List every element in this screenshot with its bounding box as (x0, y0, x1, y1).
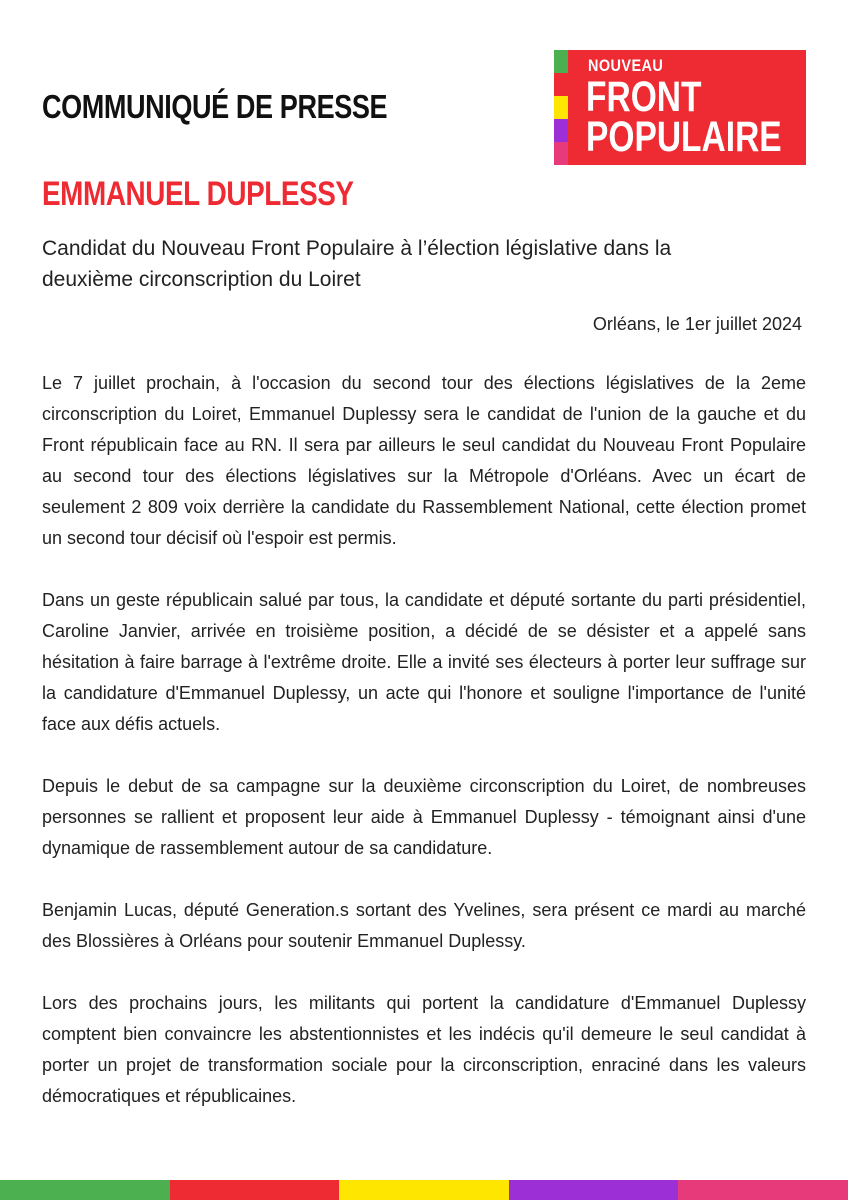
candidate-subtitle: Candidat du Nouveau Front Populaire à l’élection législative dans la deuxième circonscription du Loiret (42, 237, 672, 291)
logo-line-1: NOUVEAU (588, 56, 664, 75)
press-release-body (42, 368, 806, 1143)
bottom-bar-segment (509, 1180, 679, 1200)
paragraph: Benjamin Lucas, député Generation.s sortant des Yvelines, sera présent ce mardi au marché des Blossières à Orléans pour soutenir Emmanuel Duplessy. (42, 900, 806, 951)
date-line: Orléans, le 1er juillet 2024 (592, 314, 802, 334)
bottom-bar-segment (170, 1180, 340, 1200)
logo-line-3: POPULAIRE (586, 113, 782, 161)
bottom-bar-segment (339, 1180, 509, 1200)
nfp-logo (554, 50, 806, 165)
bottom-bar-segment (0, 1180, 170, 1200)
logo-line-2: FRONT (586, 73, 702, 121)
paragraph: Le 7 juillet prochain, à l'occasion du second tour des élections législatives de la 2eme circonscription du Loiret, Emmanuel Duplessy sera le candidat de l'union de la gauche et du Front républicain face au RN. Il sera par ailleurs le seul candidat du Nouveau Front Populaire au second tour des élections législatives sur la Métropole d'Orléans. Avec un écart de seulement 2 809 voix derrière la candidate du Rassemblement National, cette élection promet un second tour décisif où l'espoir est permis. (42, 373, 806, 548)
bottom-color-bar (0, 1180, 848, 1200)
bottom-bar-segment (678, 1180, 848, 1200)
paragraph: Dans un geste républicain salué par tous, la candidate et député sortante du parti présidentiel, Caroline Janvier, arrivée en troisième position, a décidé de se désister et a appelé sans hésitation à faire barrage à l'extrême droite. Elle a invité ses électeurs à porter leur suffrage sur la candidature d'Emmanuel Duplessy, un acte qui l'honore et souligne l'importance de l'unité face aux défis actuels. (42, 590, 806, 734)
paragraph: Lors des prochains jours, les militants qui portent la candidature d'Emmanuel Duplessy comptent bien convaincre les abstentionnistes et les indécis qu'il demeure le seul candidat à porter un projet de transformation sociale pour la circonscription, enraciné dans les valeurs démocratiques et républicaines. (42, 993, 806, 1106)
page-title: COMMUNIQUÉ DE PRESSE (42, 88, 388, 125)
candidate-name: EMMANUEL DUPLESSY (42, 175, 354, 213)
paragraph: Depuis le debut de sa campagne sur la deuxième circonscription du Loiret, de nombreuses personnes se rallient et proposent leur aide à Emmanuel Duplessy - témoignant ainsi d'une dynamique de rassemblement autour de sa candidature. (42, 776, 806, 858)
